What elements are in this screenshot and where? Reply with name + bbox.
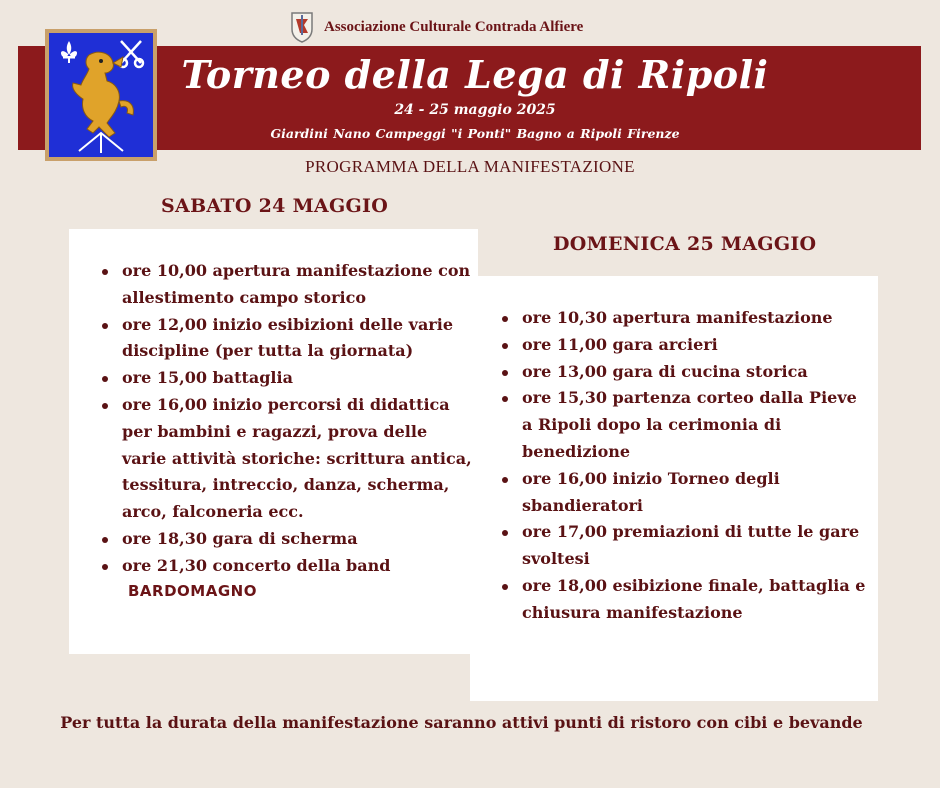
sunday-heading: DOMENICA 25 MAGGIO bbox=[553, 233, 817, 255]
list-item-text: ore 13,00 gara di cucina storica bbox=[522, 361, 808, 381]
list-item-text: ore 16,00 inizio Torneo degli sbandieratori bbox=[522, 468, 780, 515]
list-item-text: ore 15,00 battaglia bbox=[122, 368, 293, 388]
list-item-text: ore 10,30 apertura manifestazione bbox=[522, 308, 833, 327]
bullet-icon bbox=[502, 477, 508, 483]
bullet-icon bbox=[102, 564, 108, 570]
list-item bbox=[500, 305, 872, 332]
event-dates: 24 - 25 maggio 2025 bbox=[394, 102, 556, 118]
bullet-icon bbox=[502, 343, 508, 349]
list-item-text: ore 15,30 partenza corteo dalla Pieve a Ripoli dopo la cerimonia di benedizione bbox=[522, 388, 857, 461]
bullet-icon bbox=[502, 316, 508, 322]
bullet-icon bbox=[502, 584, 508, 590]
programma-heading: PROGRAMMA DELLA MANIFESTAZIONE bbox=[305, 157, 635, 176]
list-item-text: ore 10,00 apertura manifestazione con allestimento campo storico bbox=[122, 261, 471, 307]
list-item-text: ore 11,00 gara arcieri bbox=[522, 334, 718, 354]
list-item bbox=[500, 385, 872, 465]
list-item bbox=[500, 466, 872, 520]
bullet-icon bbox=[102, 376, 108, 382]
list-item-text: ore 16,00 inizio percorsi di didattica per bambini e ragazzi, prova delle varie attività storiche: scrittura antica, tessitura, intreccio, danza, scherma, arco, falconeria ecc. bbox=[122, 394, 472, 522]
footer-note: Per tutta la durata della manifestazione saranno attivi punti di ristoro con cibi e bevande bbox=[60, 713, 863, 732]
bullet-icon bbox=[102, 323, 108, 329]
bullet-icon bbox=[502, 530, 508, 536]
event-title: Torneo della Lega di Ripoli bbox=[181, 52, 769, 97]
sunday-schedule bbox=[500, 305, 872, 627]
bullet-icon bbox=[102, 537, 108, 543]
list-item bbox=[100, 365, 472, 392]
saturday-schedule bbox=[100, 258, 472, 580]
list-item bbox=[500, 573, 872, 627]
bullet-icon bbox=[502, 370, 508, 376]
list-item bbox=[100, 258, 472, 312]
coat-of-arms bbox=[45, 29, 157, 161]
list-item bbox=[500, 519, 872, 573]
list-item bbox=[100, 392, 472, 526]
list-item bbox=[100, 553, 472, 580]
list-item bbox=[100, 312, 472, 366]
lion-crest-icon bbox=[49, 33, 153, 157]
bullet-icon bbox=[102, 269, 108, 275]
list-item-text: ore 18,00 esibizione finale, battaglia e chiusura manifestazione bbox=[522, 575, 866, 622]
association-header bbox=[290, 10, 583, 44]
list-item-text: ore 18,30 gara di scherma bbox=[122, 528, 358, 548]
list-item-text: ore 17,00 premiazioni di tutte le gare svoltesi bbox=[522, 522, 860, 569]
list-item bbox=[500, 332, 872, 359]
event-venue: Giardini Nano Campeggi "i Ponti" Bagno a Ripoli Firenze bbox=[270, 126, 680, 141]
list-item-text: ore 21,30 concerto della band bbox=[122, 555, 391, 575]
shield-logo-icon bbox=[290, 11, 314, 43]
saturday-heading: SABATO 24 MAGGIO bbox=[161, 195, 389, 217]
association-name: Associazione Culturale Contrada Alfiere bbox=[324, 18, 584, 35]
list-item-text: ore 12,00 inizio esibizioni delle varie discipline (per tutta la giornata) bbox=[122, 314, 453, 361]
band-name: BARDOMAGNO bbox=[128, 582, 257, 600]
list-item bbox=[100, 526, 472, 553]
bullet-icon bbox=[102, 403, 108, 409]
list-item bbox=[500, 359, 872, 386]
bullet-icon bbox=[502, 396, 508, 402]
